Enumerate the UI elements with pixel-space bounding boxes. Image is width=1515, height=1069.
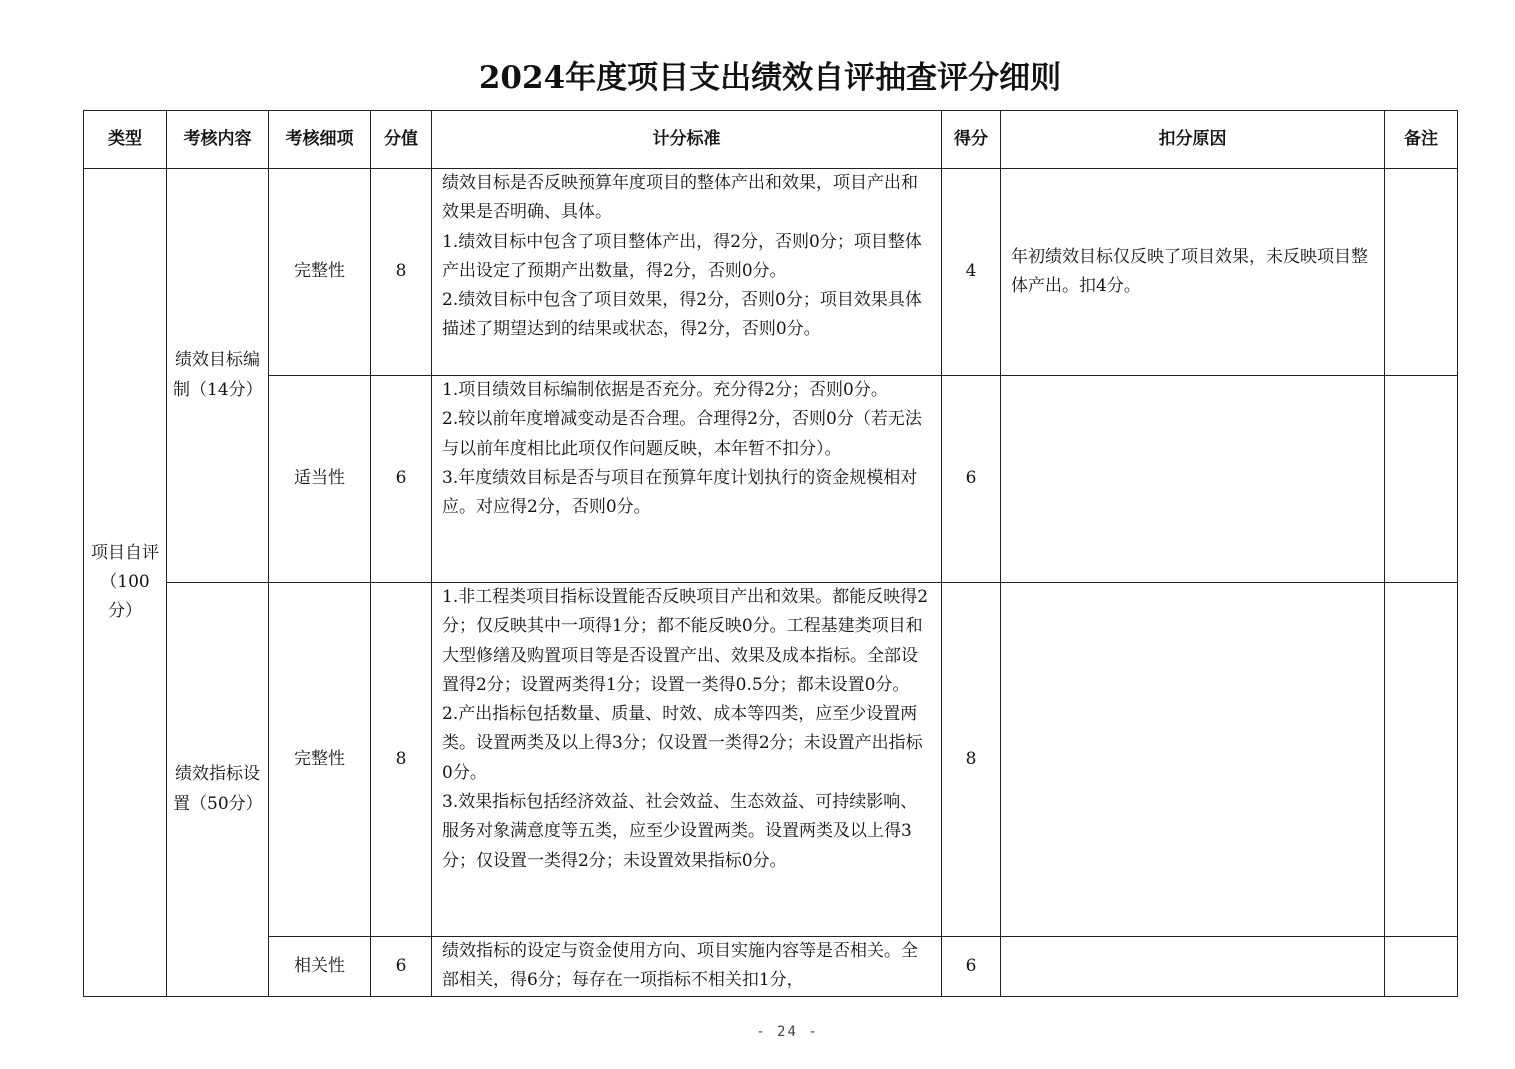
page-number: - 24 - — [756, 1024, 819, 1040]
content-cell: 绩效指标设置（50分） — [167, 583, 269, 997]
criteria-line: 绩效指标的设定与资金使用方向、项目实施内容等是否相关。全部相关，得6分；每存在一项指标不相关扣1分， — [442, 941, 918, 991]
criteria-line: 2.产出指标包括数量、质量、时效、成本等四类，应至少设置两类。设置两类及以上得3分；仅设置一类得2分；未设置产出指标0分。 — [442, 704, 923, 783]
detail-cell: 完整性 — [269, 583, 371, 937]
table-row — [84, 583, 1458, 937]
criteria-line: 2.较以前年度增减变动是否合理。合理得2分，否则0分（若无法与以前年度相比此项仅作问题反映，本年暂不扣分）。 — [442, 409, 922, 459]
score-cell: 4 — [942, 169, 1001, 376]
header-points: 分值 — [371, 111, 432, 169]
points-cell: 6 — [371, 376, 432, 583]
criteria-line: 2.绩效目标中包含了项目效果，得2分，否则0分；项目效果具体描述了期望达到的结果或状态，得2分，否则0分。 — [442, 290, 922, 340]
header-type: 类型 — [84, 111, 167, 169]
criteria-line: 3.年度绩效目标是否与项目在预算年度计划执行的资金规模相对应。对应得2分，否则0分。 — [442, 467, 918, 518]
remark-cell — [1385, 583, 1458, 937]
criteria-line: 1.项目绩效目标编制依据是否充分。充分得2分；否则0分。 — [442, 380, 888, 400]
table-row — [84, 376, 1458, 583]
points-cell: 8 — [371, 583, 432, 937]
header-remark: 备注 — [1385, 111, 1458, 169]
criteria-cell — [432, 169, 942, 376]
criteria-line: 3.效果指标包括经济效益、社会效益、生态效益、可持续影响、服务对象满意度等五类，应至少设置两类。设置两类及以上得3分；仅设置一类得2分；未设置效果指标0分。 — [442, 792, 918, 871]
category-cell: 项目自评（100分） — [84, 169, 167, 997]
remark-cell — [1385, 376, 1458, 583]
criteria-line: 绩效目标是否反映预算年度项目的整体产出和效果，项目产出和效果是否明确、具体。 — [442, 173, 918, 223]
criteria-line: 1.绩效目标中包含了项目整体产出，得2分，否则0分；项目整体产出设定了预期产出数量，得2分，否则0分。 — [442, 231, 922, 281]
criteria-line: 1.非工程类项目指标设置能否反映项目产出和效果。都能反映得2分；仅反映其中一项得1分；都不能反映0分。工程基建类项目和大型修缮及购置项目等是否设置产出、效果及成本指标。全部设置得2分；设置两类得1分；设置一类得0.5分；都未设置0分。 — [442, 587, 929, 695]
header-reason: 扣分原因 — [1001, 111, 1385, 169]
content-cell: 绩效目标编制（14分） — [167, 169, 269, 583]
table-row — [84, 937, 1458, 997]
score-cell: 6 — [942, 937, 1001, 997]
detail-cell: 完整性 — [269, 169, 371, 376]
detail-cell: 适当性 — [269, 376, 371, 583]
header-content: 考核内容 — [167, 111, 269, 169]
points-cell: 8 — [371, 169, 432, 376]
header-score: 得分 — [942, 111, 1001, 169]
detail-cell: 相关性 — [269, 937, 371, 997]
criteria-cell — [432, 376, 942, 583]
header-detail: 考核细项 — [269, 111, 371, 169]
reason-cell — [1001, 583, 1385, 937]
table-row — [84, 169, 1458, 376]
reason-cell: 年初绩效目标仅反映了项目效果，未反映项目整体产出。扣4分。 — [1001, 169, 1385, 376]
score-cell: 8 — [942, 583, 1001, 937]
criteria-clip — [442, 937, 933, 995]
reason-cell — [1001, 937, 1385, 997]
criteria-cell — [432, 583, 942, 937]
points-cell: 6 — [371, 937, 432, 997]
header-criteria: 计分标准 — [432, 111, 942, 169]
table-header-row — [84, 111, 1458, 169]
criteria-cell — [432, 937, 942, 997]
reason-cell — [1001, 376, 1385, 583]
score-cell: 6 — [942, 376, 1001, 583]
remark-cell — [1385, 169, 1458, 376]
scoring-table — [83, 110, 1458, 997]
remark-cell — [1385, 937, 1458, 997]
document-title: 2024年度项目支出绩效自评抽查评分细则 — [478, 60, 1062, 96]
